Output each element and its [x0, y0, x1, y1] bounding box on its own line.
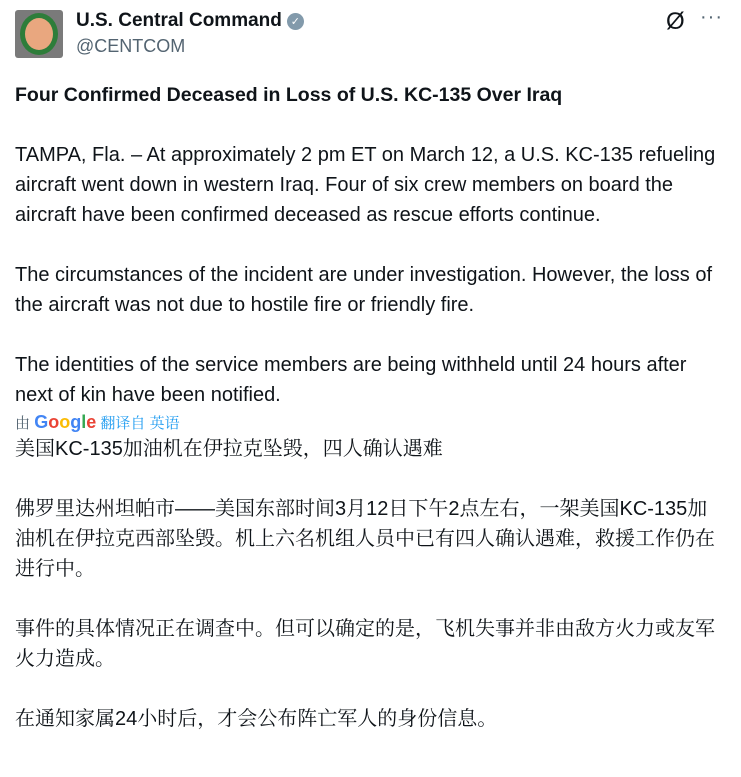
grok-icon[interactable]: Ø — [666, 8, 685, 35]
author-handle[interactable]: @CENTCOM — [76, 36, 186, 56]
author-name[interactable] — [76, 10, 304, 32]
translated-title: 美国KC-135加油机在伊拉克坠毁，四人确认遇难 — [15, 438, 443, 460]
translated-by-label: 由 — [15, 415, 31, 432]
translated-paragraph: 佛罗里达州坦帕市——美国东部时间3月12日下午2点左右，一架美国KC-135加油机在伊拉克西部坠毁。机上六名机组人员中已有四人确认遇难，救援工作仍在进行中。 — [15, 498, 715, 580]
translated-paragraph: 事件的具体情况正在调查中。但可以确定的是，飞机失事并非由敌方火力或友军火力造成。 — [15, 618, 715, 670]
post-paragraph: The identities of the service members are being withheld until 24 hours after next of kin have been notified. — [15, 354, 687, 406]
verified-badge-icon: ✓ — [287, 13, 304, 30]
post-header — [0, 0, 741, 70]
translated-from-link[interactable]: 翻译自 英语 — [100, 415, 180, 432]
post-paragraph: TAMPA, Fla. – At approximately 2 pm ET on March 12, a U.S. KC-135 refueling aircraft went down in western Iraq. Four of six crew members on board the aircraft have been confirmed deceased as rescue efforts continue. — [15, 144, 716, 226]
post-body — [0, 80, 741, 734]
post-paragraph: The circumstances of the incident are under investigation. However, the loss of the aircraft was not due to hostile fire or friendly fire. — [15, 264, 713, 316]
author-name-text: U.S. Central Command — [76, 10, 282, 31]
avatar[interactable] — [15, 10, 63, 58]
translation-attribution — [15, 410, 726, 434]
google-logo: Google — [34, 412, 97, 432]
centcom-seal-icon — [20, 13, 58, 55]
post-title: Four Confirmed Deceased in Loss of U.S. KC-135 Over Iraq — [15, 84, 563, 106]
translated-paragraph: 在通知家属24小时后，才会公布阵亡军人的身份信息。 — [15, 708, 498, 730]
more-options-icon[interactable]: ··· — [700, 6, 723, 28]
